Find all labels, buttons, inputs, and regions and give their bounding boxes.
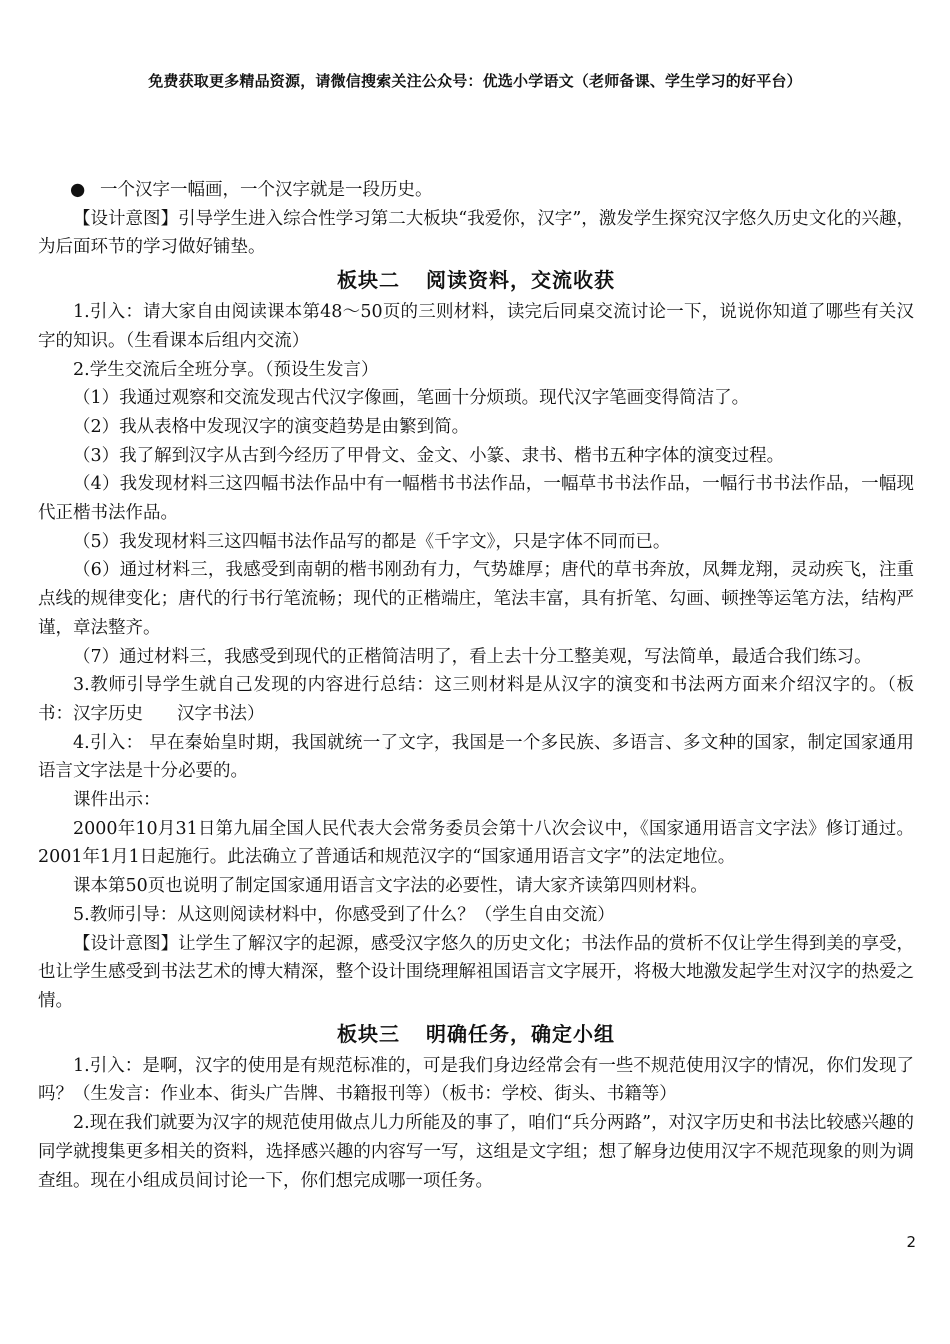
section-2-label: 板块二 xyxy=(337,268,400,293)
s2-paragraph-3-b: 汉字书法） xyxy=(177,703,265,724)
s2-item-3: （3）我了解到汉字从古到今经历了甲骨文、金文、小篆、隶书、楷书五种字体的演变过程。 xyxy=(73,445,785,466)
design-intent-2: 【设计意图】让学生了解汉字的起源，感受汉字悠久的历史文化；书法作品的赏析不仅让学生得到美的享受，也让学生感受到书法艺术的博大精深，整个设计围绕理解祖国语言文字展开，将极大地激发起学生对汉字的热爱之情。 xyxy=(38,933,914,1011)
page-number: 2 xyxy=(906,1233,916,1251)
s2-paragraph-1: 1.引入：请大家自由阅读课本第48～50页的三则材料，读完后同桌交流讨论一下，说说你知道了哪些有关汉字的知识。（生看课本后组内交流） xyxy=(38,302,914,351)
s2-paragraph-8: 5.教师引导：从这则阅读材料中，你感受到了什么？（学生自由交流） xyxy=(73,904,615,925)
s2-paragraph-3 xyxy=(38,671,914,728)
section-2-heading xyxy=(38,262,914,298)
s2-item-5: （5）我发现材料三这四幅书法作品写的都是《千字文》，只是字体不同而已。 xyxy=(73,531,671,552)
bullet-paragraph xyxy=(38,176,914,205)
s2-item-4: （4）我发现材料三这四幅书法作品中有一幅楷书书法作品，一幅草书书法作品，一幅行书书法作品，一幅现代正楷书法作品。 xyxy=(38,474,914,524)
s2-item-7: （7）通过材料三，我感受到现代的正楷简洁明了，看上去十分工整美观，写法简单，最适合我们练习。 xyxy=(73,646,872,667)
s2-paragraph-7: 课本第50页也说明了制定国家通用语言文字法的必要性，请大家齐读第四则材料。 xyxy=(73,876,708,897)
s3-paragraph-1: 1.引入：是啊，汉字的使用是有规范标准的，可是我们身边经常会有一些不规范使用汉字的情况，你们发现了吗？（生发言：作业本、街头广告牌、书籍报刊等）（板书：学校、街头、书籍等） xyxy=(38,1055,914,1105)
section-3-label: 板块三 xyxy=(337,1021,400,1046)
s2-paragraph-6: 2000年10月31日第九届全国人民代表大会常务委员会第十八次会议中，《国家通用语言文字法》修订通过。2001年1月1日起施行。此法确立了普通话和规范汉字的“国家通用语言文字”的法定地位。 xyxy=(38,818,914,868)
s2-item-2: （2）我从表格中发现汉字的演变趋势是由繁到简。 xyxy=(73,416,470,437)
section-3-heading xyxy=(38,1016,914,1052)
document-body xyxy=(38,176,914,1195)
s2-item-6: （6）通过材料三，我感受到南朝的楷书刚劲有力，气势雄厚；唐代的草书奔放，凤舞龙翔，灵动疾飞，注重点线的规律变化；唐代的行书行笔流畅；现代的正楷端庄，笔法丰富，具有折笔、勾画、顿挫等运笔方法，结构严谨，章法整齐。 xyxy=(38,560,914,638)
s2-paragraph-4: 4.引入： 早在秦始皇时期，我国就统一了文字，我国是一个多民族、多语言、多文种的国家，制定国家通用语言文字法是十分必要的。 xyxy=(38,732,914,782)
design-intent-1: 【设计意图】引导学生进入综合性学习第二大板块“我爱你，汉字”，激发学生探究汉字悠久历史文化的兴趣，为后面环节的学习做好铺垫。 xyxy=(38,208,914,258)
bullet-icon: ● xyxy=(70,180,86,200)
s2-paragraph-2: 2.学生交流后全班分享。（预设生发言） xyxy=(73,359,379,380)
s2-paragraph-3-a: 3.教师引导学生就自己发现的内容进行总结：这三则材料是从汉字的演变和书法两方面来介绍汉字的。（板书：汉字历史 xyxy=(38,675,914,724)
page-header: 免费获取更多精品资源，请微信搜索关注公众号：优选小学语文（老师备课、学生学习的好平台） xyxy=(148,72,802,90)
section-2-title: 阅读资料，交流收获 xyxy=(426,268,615,293)
s2-paragraph-5: 课件出示： xyxy=(73,790,161,811)
bullet-text: 一个汉字一幅画，一个汉字就是一段历史。 xyxy=(100,180,433,200)
s2-item-1: （1）我通过观察和交流发现古代汉字像画，笔画十分烦琐。现代汉字笔画变得简洁了。 xyxy=(73,388,750,409)
section-3-title: 明确任务，确定小组 xyxy=(426,1021,615,1046)
s3-paragraph-2: 2.现在我们就要为汉字的规范使用做点儿力所能及的事了，咱们“兵分两路”，对汉字历史和书法比较感兴趣的同学就搜集更多相关的资料，选择感兴趣的内容写一写，这组是文字组；想了解身边使用汉字不规范现象的则为调查组。现在小组成员间讨论一下，你们想完成哪一项任务。 xyxy=(38,1113,914,1191)
